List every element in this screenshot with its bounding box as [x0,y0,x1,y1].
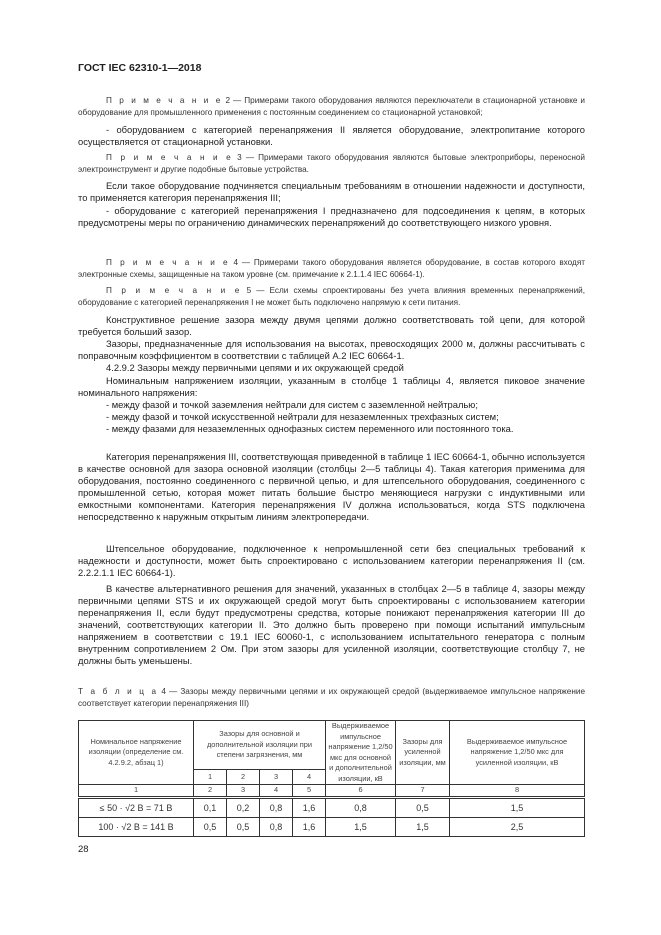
table-cell: 2,5 [450,818,585,837]
table-cell: 1,6 [293,798,326,818]
note-label: П р и м е ч а н и е [106,258,230,267]
paragraph: - оборудование с категорией перенапряжения I предназначено для подсоединения к цепям, в которых предусмотрены меры по ограничению динамических перенапряжений до соответствующего низкого уровня. [78,205,585,228]
table-cell: 0,5 [227,818,260,837]
table-row [79,818,585,837]
table-caption: Т а б л и ц а 4 — Зазоры между первичными цепями и их окружающей средой (выдерживаемое импульсное напряжение соответствует категории перенапряжения III) [78,687,585,708]
table-cell: 0,5 [396,798,450,818]
paragraph: Категория перенапряжения III, соответствующая приведенной в таблице 1 IEC 60664-1, обычно используется в качестве основной для зазора основной изоляции (столбцы 2—5 таблицы 4). Такая категория применима для оборудования, постоянно соединенного с первичной цепью, и для штепсельного оборудования, соединенного с промышленной сетью, которая может питать большие быстро меняющиеся нагрузки с индуктивными или емкостными компонентами. Категория перенапряжения IV должна использоваться, когда STS подключена непосредственно к наружным открытым линиям электропередачи. [78,451,585,522]
table-cell: 0,2 [227,798,260,818]
table-cell: 1,5 [326,818,396,837]
pollution-degree-3: 3 [260,769,293,784]
table-cell: ≤ 50 · √2 В = 71 В [79,798,194,818]
section-heading: 4.2.9.2 Зазоры между первичными цепями и их окружающей средой [106,362,404,373]
note-label: П р и м е ч а н и е [106,286,242,295]
paragraph: Штепсельное оборудование, подключенное к непромышленной сети без специальных требований к надежности и доступности, может быть спроектировано с использованием категории перенапряжения II (см. 2.2.2.1.1 IEC 60664-1). [78,543,585,578]
column-number: 1 [79,785,194,798]
table-cell: 0,8 [260,818,293,837]
pollution-degree-4: 4 [293,769,326,784]
table-cell: 0,8 [260,798,293,818]
note-3: П р и м е ч а н и е 3 — Примерами такого оборудования являются бытовые электроприборы, переносной электроинструмент и другие подобные бытовые устройства. [78,153,586,174]
column-number-row [79,785,585,798]
paragraph: Зазоры, предназначенные для использования на высотах, превосходящих 2000 м, должны рассчитывать с поправочным коэффициентом в соответствии с таблицей А.2 IEC 60664-1. [78,338,585,361]
column-number: 6 [326,785,396,798]
header-basic-clearance: Зазоры для основной и дополнительной изоляции при степени загрязнения, мм [194,721,326,770]
page-number: 28 [78,844,89,855]
header-impulse-basic: Выдерживаемое импульсное напряжение 1,2/50 мкс для основной и дополнительной изоляции, кВ [326,721,396,785]
note-2: П р и м е ч а н и е 2 — Примерами такого оборудования являются переключатели в стационарной установке и оборудование для промышленного применения с постоянным соединением со стационарной установкой; [78,96,586,117]
table-cell: 100 · √2 В = 141 В [79,818,194,837]
document-header: ГОСТ IEC 62310-1—2018 [78,62,202,74]
list-item: - между фазой и точкой заземления нейтрали для систем с заземленной нейтралью; [106,399,478,410]
note-label: П р и м е ч а н и е [106,96,223,105]
table-cell: 1,5 [450,798,585,818]
note-label: П р и м е ч а н и е [106,153,233,162]
table-cell: 0,8 [326,798,396,818]
column-number: 2 [194,785,227,798]
list-item: - между фазами для незаземленных однофазных систем переменного или постоянного тока. [106,423,514,434]
column-number: 8 [450,785,585,798]
column-number: 3 [227,785,260,798]
paragraph: Номинальным напряжением изоляции, указанным в столбце 1 таблицы 4, является пиковое значение номинального напряжения: [78,375,585,398]
note-5: П р и м е ч а н и е 5 — Если схемы спроектированы без учета влияния временных перенапряжений, оборудование с категорией перенапряжения I не может быть подключено напрямую к сети питания. [78,286,585,307]
column-number: 7 [396,785,450,798]
pollution-degree-2: 2 [227,769,260,784]
column-number: 5 [293,785,326,798]
header-nominal-voltage: Номинальное напряжение изоляции (определение см. 4.2.9.2, абзац 1) [79,721,194,785]
table-cell: 0,1 [194,798,227,818]
paragraph: Конструктивное решение зазора между двумя цепями должно соответствовать той цепи, для которой требуется больший зазор. [78,314,585,337]
paragraph: Если такое оборудование подчиняется специальным требованиям в отношении надежности и доступности, то применяется категория перенапряжения III; [78,180,585,203]
table-cell: 1,5 [396,818,450,837]
column-number: 4 [260,785,293,798]
header-reinforced-clearance: Зазоры для усиленной изоляции, мм [396,721,450,785]
table-cell: 1,6 [293,818,326,837]
table-row [79,798,585,818]
note-4: П р и м е ч а н и е 4 — Примерами такого оборудования является оборудование, в состав которого входят электронные схемы, защищенные на таком уровне (см. примечание к 2.1.1.4 IEC 60664-1). [78,258,586,279]
paragraph: - оборудованием с категорией перенапряжения II является оборудование, электропитание которого осуществляется от стационарной установки. [78,124,585,147]
paragraph: В качестве альтернативного решения для значений, указанных в столбцах 2—5 в таблице 4, зазоры между первичными цепями STS и их окружающей средой могут быть спроектированы с использованием категории перенапряжения II, если будут предусмотрены средства, которые понижают перенапряжения категории III до значений, соответствующих категории II. Это должно быть проверено при помощи испытаний импульсным напряжением в соответствии с 19.1 IEC 60060-1, с использованием испытательного генератора с полным внутренним сопротивлением 2 Ом. При этом зазоры для усиленной изоляции, соответствующие столбцу 7, не должны быть уменьшены. [78,583,585,666]
header-impulse-reinforced: Выдерживаемое импульсное напряжение 1,2/50 мкс для усиленной изоляции, кВ [450,721,585,785]
list-item: - между фазой и точкой искусственной нейтрали для незаземленных трехфазных систем; [106,411,499,422]
pollution-degree-1: 1 [194,769,227,784]
table-cell: 0,5 [194,818,227,837]
clearance-table [78,720,585,837]
